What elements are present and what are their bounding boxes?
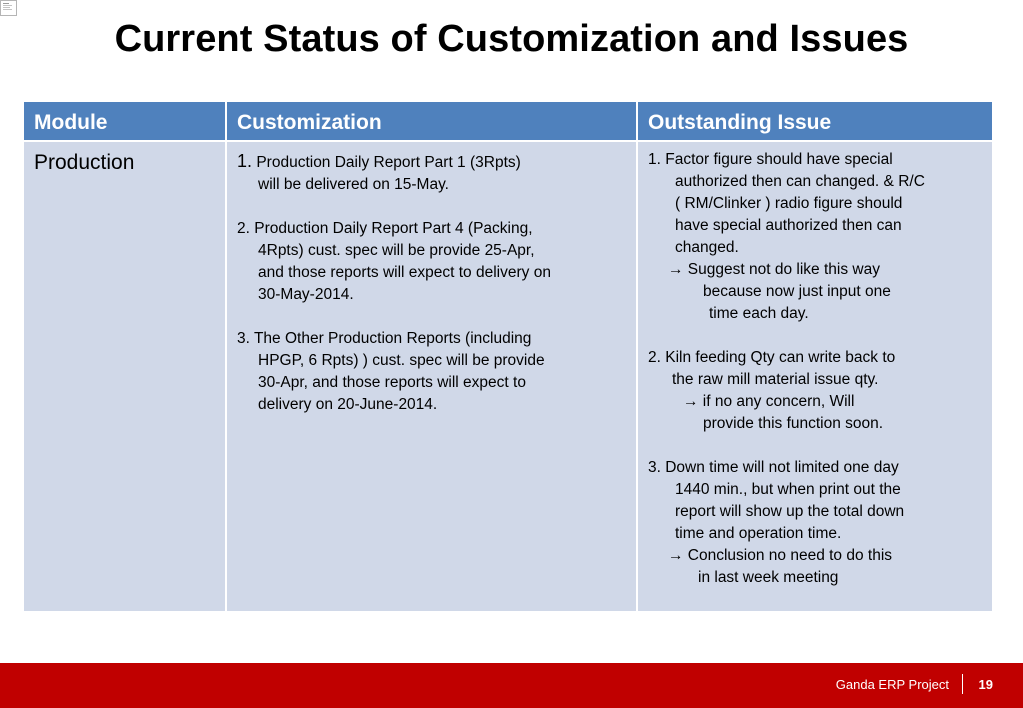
issue-line: the raw mill material issue qty. [672, 371, 879, 388]
issue-line: authorized then can changed. & R/C [675, 173, 925, 190]
issue-line: 2. Kiln feeding Qty can write back to [648, 349, 896, 366]
footer-bar [0, 663, 1023, 708]
table-row [24, 141, 992, 611]
outstanding-issue-cell [637, 141, 992, 611]
issue-line: changed. [675, 239, 739, 256]
header-outstanding-issue: Outstanding Issue [637, 102, 992, 141]
module-name: Production [34, 151, 135, 174]
issue-line: time and operation time. [675, 525, 842, 542]
issue-action-line: → if no any concern, Will [683, 393, 855, 410]
header-customization: Customization [226, 102, 637, 141]
issue-line: 1440 min., but when print out the [675, 481, 901, 498]
slide-title: Current Status of Customization and Issues [114, 18, 909, 60]
customization-number: 3. [237, 330, 250, 347]
customization-number: 1. [237, 151, 253, 171]
issue-line: in last week meeting [698, 569, 839, 586]
customization-number: 2. [237, 220, 250, 237]
customization-cell [226, 141, 637, 611]
issue-item [648, 457, 992, 589]
issue-line: because now just input one [703, 283, 891, 300]
issue-line: ( RM/Clinker ) radio figure should [675, 195, 903, 212]
customization-line: Production Daily Report Part 1 (3Rpts) [256, 154, 521, 171]
customization-line: HPGP, 6 Rpts) ) cust. spec will be provide [258, 352, 545, 369]
issue-line: time each day. [709, 305, 809, 322]
page-number: 19 [978, 677, 993, 692]
customization-line: The Other Production Reports (including [253, 330, 532, 347]
footer-divider [962, 674, 963, 694]
issue-item [648, 347, 992, 435]
customization-line: 4Rpts) cust. spec will be provide 25-Apr, [258, 242, 535, 259]
status-table [24, 102, 992, 611]
issue-action-line: → Suggest not do like this way [668, 261, 880, 278]
customization-item [237, 150, 636, 196]
header-module: Module [24, 102, 226, 141]
customization-line: 30-May-2014. [258, 286, 354, 303]
issue-line: provide this function soon. [703, 415, 884, 432]
issue-item [648, 149, 992, 325]
footer-project-name: Ganda ERP Project [835, 677, 949, 692]
customization-item [237, 218, 636, 306]
issue-line: have special authorized then can [675, 217, 902, 234]
customization-line: will be delivered on 15-May. [258, 176, 449, 193]
customization-line: and those reports will expect to delivery on [258, 264, 551, 281]
customization-item [237, 328, 636, 416]
issue-line: 3. Down time will not limited one day [648, 459, 899, 476]
issue-action-line: → Conclusion no need to do this [668, 547, 893, 564]
customization-line: 30-Apr, and those reports will expect to [258, 374, 526, 391]
customization-line: delivery on 20-June-2014. [258, 396, 438, 413]
customization-line: Production Daily Report Part 4 (Packing, [254, 220, 533, 237]
issue-line: 1. Factor figure should have special [648, 151, 893, 168]
issue-line: report will show up the total down [675, 503, 905, 520]
module-cell [24, 141, 226, 611]
broken-image-icon [0, 0, 17, 16]
table-header-row [24, 102, 992, 141]
